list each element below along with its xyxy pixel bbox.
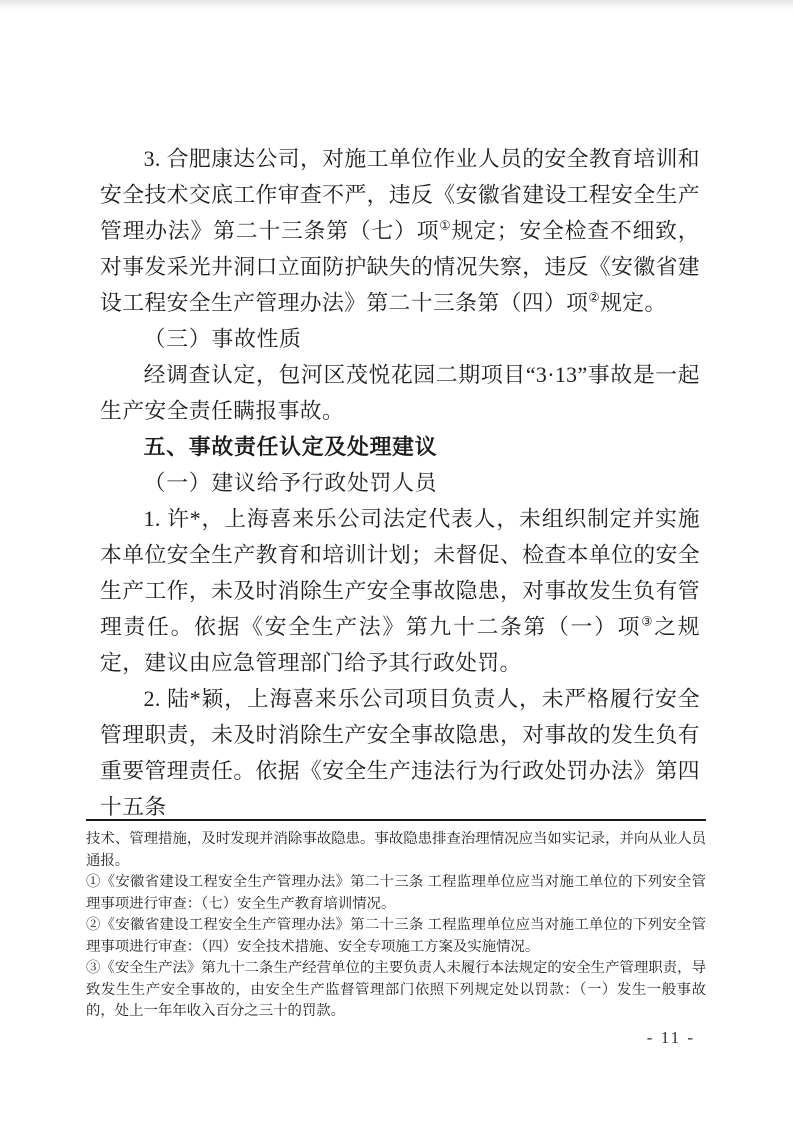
paragraph-text: 3. 合肥康达公司，对施工单位作业人员的安全教育培训和安全技术交底工作审查不严，违反《安徽省建设工程安全生产管理办法》第二十三条第（七）项 <box>100 147 700 243</box>
paragraph-supervision-violation <box>100 141 700 321</box>
footnote-1: ①《安徽省建设工程安全生产管理办法》第二十三条 工程监理单位应当对施工单位的下列安全管理事项进行审查：（七）安全生产教育培训情况。 <box>86 874 706 912</box>
paragraph-accident-determination: 经调查认定，包河区茂悦花园二期项目“3·13”事故是一起生产安全责任瞒报事故。 <box>100 363 700 423</box>
document-body <box>100 141 700 825</box>
subsection-heading-administrative-penalty: （一）建议给予行政处罚人员 <box>143 471 438 495</box>
footnote-ref-2: ② <box>588 290 601 305</box>
footnote-3: ③《安全生产法》第九十二条生产经营单位的主要负责人未履行本法规定的安全生产管理职责，导致发生生产安全事故的，由安全生产监督管理部门依照下列规定处以罚款：（一）发生一般事故的，处上一年年收入百分之三十的罚款。 <box>86 960 706 1019</box>
paragraph-text: 1. 许*，上海喜来乐公司法定代表人，未组织制定并实施本单位安全生产教育和培训计划；未督促、检查本单位的安全生产工作，未及时消除生产安全事故隐患，对事故发生负有管理责任。依据《安全生产法》第九十二条第（一）项 <box>100 507 700 639</box>
footnote-ref-1: ① <box>439 218 452 233</box>
footnote-section <box>86 819 706 1023</box>
footnote-ref-3: ③ <box>641 614 655 629</box>
paragraph-text: 规定；安全检查不细致，对事发采光井洞口立面防护缺失的情况失察，违反《安徽省建设工程安全生产管理办法》第二十三条第（四）项 <box>100 219 700 315</box>
page-number: - 11 - <box>646 1028 695 1047</box>
section-heading-responsibility: 五、事故责任认定及处理建议 <box>143 434 438 459</box>
paragraph-person-2: 2. 陆*颖，上海喜来乐公司项目负责人，未严格履行安全管理职责，未及时消除生产安全事故隐患，对事故的发生负有重要管理责任。依据《安全生产违法行为行政处罚办法》第四十五条 <box>100 687 700 819</box>
footnote-continuation: 技术、管理措施，及时发现并消除事故隐患。事故隐患排查治理情况应当如实记录，并向从业人员通报。 <box>86 831 706 869</box>
paragraph-text: 规定。 <box>600 291 667 315</box>
subsection-heading-accident-nature: （三）事故性质 <box>143 327 302 351</box>
footnote-2: ②《安徽省建设工程安全生产管理办法》第二十三条 工程监理单位应当对施工单位的下列安全管理事项进行审查：（四）安全技术措施、安全专项施工方案及实施情况。 <box>86 917 706 955</box>
paragraph-text: 之规定，建议由应急管理部门给予其行政处罚。 <box>100 615 701 675</box>
paragraph-person-1 <box>100 501 700 681</box>
